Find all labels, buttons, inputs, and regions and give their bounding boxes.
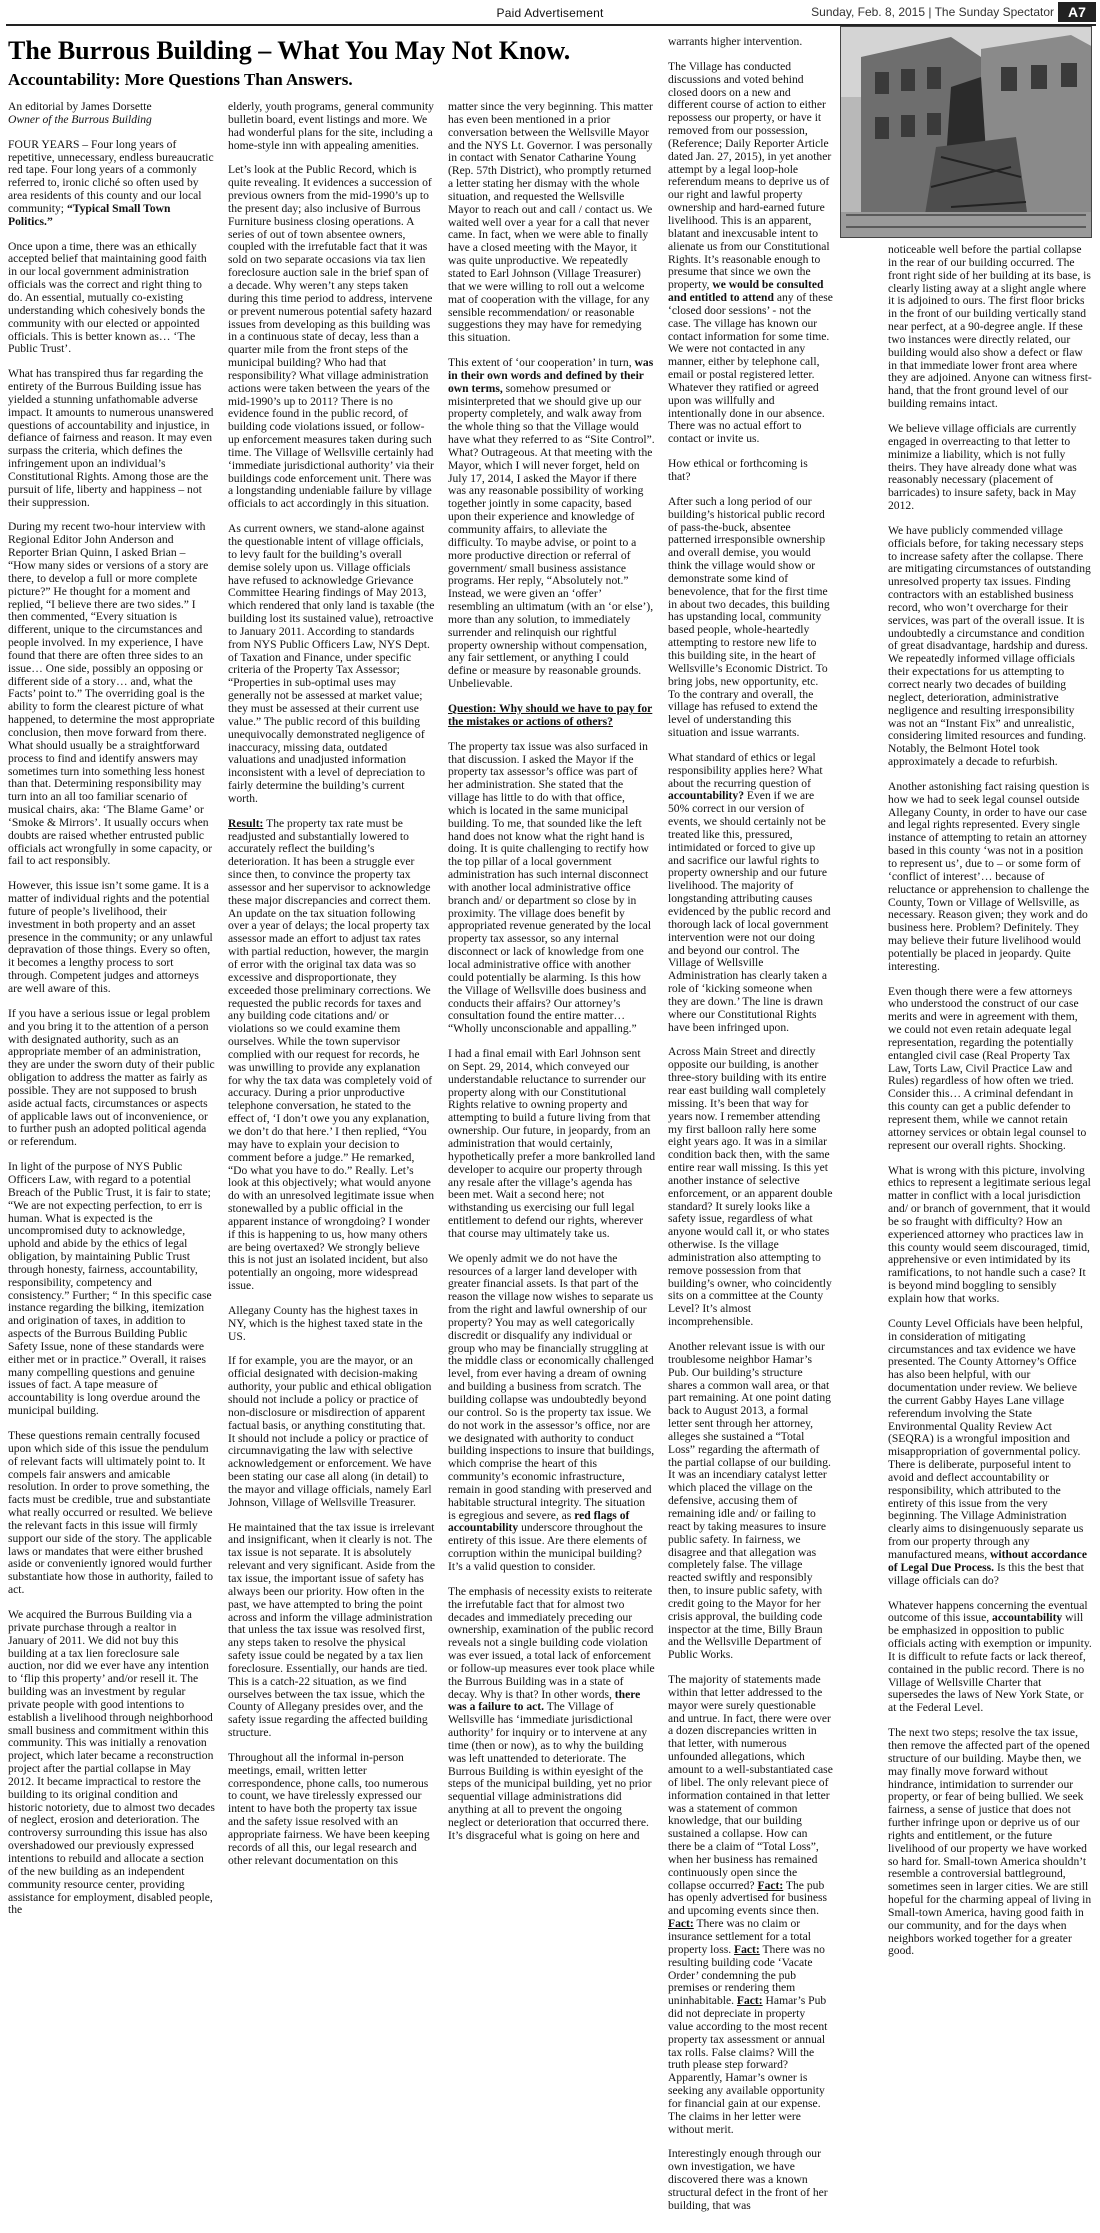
paragraph: Throughout all the informal in-person meetings, email, written letter correspondence, phone calls, too numerous to count, we have tirelessly expressed our intent to have both the property tax issue and the safety issue resolved with an appropriate fairness. We have been keeping records of all this, our legal research and other relevant documentation on this — [228, 1750, 430, 1867]
paragraph: Interestingly enough through our own investigation, we have discovered there was a known structural defect in the front of her building, that was — [668, 2147, 828, 2212]
paragraph: Another relevant issue is with our troublesome neighbor Hamar’s Pub. Our building’s structure shares a common wall area, or that part remaining. At one point dating back to August 2013, a formal letter sent through her attorney, alleges she sustained a “Total Loss” regarding the aftermath of the partial collapse of our building. It was an incendiary catalyst letter which placed the village on the defensive, accusing them of remaining idle and/ or failing to react by taking measures to insure public safety. In fairness, we disagree and that allegation was completely false. The village reacted swiftly and responsibly then, to insure public safety, with credit going to the Mayor for her crisis approval, the building code inspector at the time, Billy Braun and the Wellsville Department of Public Works. — [668, 1340, 831, 1662]
byline-author: An editorial by James Dorsette — [8, 101, 152, 113]
paragraph: However, this issue isn’t some game. It is a matter of individual rights and the potential future of people’s livelihood, their investment in both property and an asset presence in the community; or any unlawful depravation of those things. Every so often, it becomes a lengthy process to sort through. Competent judges and attorneys are well aware of this. — [8, 879, 213, 995]
issue-date: Sunday, Feb. 8, 2015 | The Sunday Spectator — [811, 5, 1054, 19]
paragraph: I had a final email with Earl Johnson sent on Sept. 29, 2014, which conveyed our understandable reluctance to surrender our property along with our Constitutional Rights relative to owning property and attempting to build a future living from that ownership. Our future, in jeopardy, from an administration that would certainly, hypothetically prefer a more bankrolled land developer to acquire our property through any resale after the village’s agenda has been met. Wait a second here; not withstanding us exercising our full legal entitlement to defend our rights, wherever that course may ultimately take us. — [448, 1047, 655, 1240]
paragraph: This extent of ‘our cooperation’ in turn, was in their own words and defined by their own terms, somehow presumed or misinterpreted that we should give up our property completely, and walk away from the whole thing so that the Village would have what they referred to as “Site Control”. What? Outrageous. At that meeting with the Mayor, which I will never forget, held on July 17, 2014, I asked the Mayor if there was any reasonable possibility of working together jointly in some capacity, based upon their experience and knowledge of community affairs, to alleviate the difficulty. To maybe advise, or point to a more productive direction or referral of government/ small business assistance programs. Her reply, “Absolutely not.” Instead, we were given an ‘offer’ resembling an ultimatum (with an ‘or else’), more than any solution, to immediately surrender and relinquish our rightful property ownership without compensation, any fair settlement, or anything I could define or measure by reasonable grounds. Unbelievable. — [448, 356, 655, 691]
subheadline: Accountability: More Questions Than Answers. — [8, 70, 353, 89]
paragraph: What has transpired thus far regarding the entirety of the Burrous Building issue has yielded a stunning unfathomable adverse impact. It amounts to numerous unanswered questions of accountability and injustice, in defiance of fairness and reason. It may even surpass the criteria, which defines the infringement upon an individual’s Constitutional Rights. Among those are the pursuit of life, liberty and happiness – not their suppression. — [8, 367, 214, 509]
paragraph: FOUR YEARS – Four long years of repetitive, unnecessary, endless bureaucratic red tape. Four long years of a commonly referred to, ironic cliché so often used by area residents of this county and our local community; “Typical Small Town Politics.” — [8, 137, 214, 228]
page-header — [0, 0, 1100, 28]
paragraph: Result: The property tax rate must be readjusted and substantially lowered to accurately reflect the building’s deterioration. It has been a struggle ever since then, to convince the property tax assessor and her supervisor to acknowledge these major discrepancies and correct them. An update on the tax situation following over a year of delays; the local property tax assessor made an effort to adjust tax rates with partial reduction, however, the margin of error with the original tax data was so excessive and disproportionate, they exceeded those preliminary corrections. We requested the public records for taxes and any building code citations and/ or violations so we could examine them ourselves. While the town supervisor complied with our request for records, he was unwilling to provide any explanation for why the tax data was completely void of accuracy. During a prior unproductive telephone conversation, he stated to the effect of, ‘I don’t owe you any explanation, we don’t do that here.’ I then replied, “You may have to explain your decision to comment before a judge.” He remarked, “Do what you have to do.” Really. Let’s look at this objectively; what would anyone do with an unresolved legitimate issue when stonewalled by a public official in the apparent instance of wrongdoing? I wonder if this is happening to us, how many others are being overtaxed? We strongly believe this is not just an isolated incident, but also potentially an ongoing, more widespread issue. — [228, 816, 435, 1293]
paragraph: How ethical or forthcoming is that? — [668, 457, 808, 483]
paragraph: We openly admit we do not have the resources of a larger land developer with greater financial assets. Is that part of the reason the village now wishes to separate us from the right and lawful ownership of our property? You may as well categorically discredit or disqualify any individual or group who may be financially struggling at the middle class or economically challenged level, from ever having a dream of owning and building a business from scratch. The building collapse was undoubtedly beyond our control. So is the property tax issue. We do not work in the assessor’s office, nor are we designated with authority to conduct building inspections to insure that buildings, which comprise the heart of this community’s economic infrastructure, remain in good standing with preserved and habitable structural integrity. The situation is egregious and severe, as red flags of accountability underscore throughout the entirety of this issue. Are there elements of corruption within the municipal building? It’s a valid question to consider. — [448, 1251, 655, 1573]
paragraph: Let’s look at the Public Record, which is quite revealing. It evidences a succession of previous owners from the mid-1990’s up to the present day; also inclusive of Burrous Furniture business closing operations. A series of out of town absentee owners, coupled with the irrefutable fact that it was sold on two separate occasions via tax lien foreclosure auction sale in the brief span of a decade. Why weren’t any steps taken during this time period to address, intervene or prevent numerous potential safety hazard issues from developing as this building was in a continuous state of decay, less than a quarter mile from the front steps of the municipal building? Who had that responsibility? What village administration actions were taken between the years of the mid-1990’s up to 2011? There is no evidence found in the public record, of building code violations issued, or follow-up enforcement measures taken during such time. The Village of Wellsville certainly had ‘immediate jurisdictional authority’ via their buildings code enforcement unit. There was a longstanding undeniable failure by village officials to act accordingly in this situation. — [228, 163, 434, 511]
paragraph: As current owners, we stand-alone against the questionable intent of village officials, to levy fault for the building’s overall demise solely upon us. Village officials have refused to acknowledge Grievance Committee Hearing findings of May 2013, which rendered that only land is taxable (the building lost its sustained value), retroactive to January 2011. According to standards from NYS Public Officers Law, NYS Dept. of Taxation and Finance, under specific criteria of the Property Tax Assessor; “Properties in sub-optimal uses may generally not be assessed at market value; they must be assessed at their current use value.” The public record of this building unequivocally demonstrated negligence of inaccuracy, missing data, outdated valuations and unadjusted information inconsistent with a level of depreciation to fairly determine the building’s current worth. — [228, 522, 435, 805]
paragraph: Across Main Street and directly opposite our building, is another three-story building with its entire rear east building wall completely missing. It’s been that way for years now. I remember attending my first balloon rally here some eight years ago. It was in a similar condition back then, with the same entire rear wall missing. Is this yet another instance of selective enforcement, or an apparent double standard? It surely looks like a safety issue, regardless of what anyone would call it, or who states otherwise. Is the village administration also attempting to remove possession from that building’s owner, who coincidently sits on a committee at the County Level? It’s almost incomprehensible. — [668, 1045, 833, 1329]
article-column-5 — [888, 244, 1092, 2226]
paragraph: We have publicly commended village officials before, for taking necessary steps to increase safety after the collapse. There are mitigating circumstances of outstanding unresolved property tax issues. Finding contractors with an established business record, who won’t overcharge for their services, was part of the overall issue. It is undoubtedly a circumstance and condition of great disadvantage, hardship and duress. We repeatedly informed village officials their expectations for us attempting to correct nearly two decades of building neglect, deterioration, administrative negligence and resulting irresponsibility was not an “Instant Fix” and unrealistic, considering limited resources and funding. Notably, the Belmont Hotel took approximately a decade to refurbish. — [888, 523, 1091, 769]
paragraph: matter since the very beginning. This matter has even been mentioned in a prior conversation between the Wellsville Mayor and the NYS Lt. Governor. I was personally in contact with Senator Catharine Young (Rep. 57th District), who promptly returned a letter stating her dismay with the whole situation, and requested the Wellsville Mayor to reach out and call / contact us. We waited well over a year for a call that never came. In fact, when we were able to finally have a closed meeting with the Mayor, it was quite unproductive. We repeatedly stated to Earl Johnson (Village Treasurer) that we were willing to roll out a welcome mat of cooperation with the village, for any sensible recommendation/ or reasonable suggestions they may have for remedying this situation. — [448, 101, 653, 345]
paragraph: The property tax issue was also surfaced in that discussion. I asked the Mayor if the property tax assessor’s office was part of her administration. She stated that the village has little to do with that office, which is located in the same municipal building. To me, that sounded like the left hand does not know what the right hand is doing. It is quite challenging to rectify how the top pillar of a local government administration has such internal disconnect with another local administrative office branch and/ or department so close by in proximity. The village does benefit by appropriated revenue generated by the local property tax assessor, so any internal disconnect or lack of knowledge from one local administrative office with another could potentially be alarming. Is this how the Village of Wellsville does business and conducts their affairs? Our attorney’s consultation found the entire matter… “Wholly unconscionable and appalling.” — [448, 739, 652, 1036]
paragraph: After such a long period of our building’s historical public record of pass-the-buck, absentee patterned irresponsible ownership and overall demise, you would think the village would show or demonstrate some kind of benevolence, that for the first time in about two decades, this building has upstanding local, community based people, whole-heartedly attempting to restore new life to this building site, in the heart of Wellsville’s Economic District. To bring jobs, new opportunity, etc. To the contrary and overall, the village has refused to extend the level of understanding this situation and issue warrants. — [668, 494, 830, 740]
paragraph: What standard of ethics or legal responsibility applies here? What about the recurring question of accountability? Even if we are 50% correct in our version of events, we should certainly not be treated like this, pressured, intimidated or forced to give up and sacrifice our lawful rights to property ownership and our future livelihood. The majority of longstanding attributing causes evidenced by the public record and thorough lack of local government intervention were not our doing and beyond our control. The Village of Wellsville Administration has clearly taken a role of ‘kicking someone when they are down.’ The line is drawn where our Constitutional Rights have been infringed upon. — [668, 750, 831, 1034]
paragraph: The emphasis of necessity exists to reiterate the irrefutable fact that for almost two decades and immediately preceding our ownership, examination of the public record reveals not a single building code violation was ever issued, a total lack of enforcement or follow-up measures ever took place while the Burrous Building was in a state of decay. Why is that? In other words, there was a failure to act. The Village of Wellsville has ‘immediate jurisdictional authority’ for inquiry or to intervene at any time (then or now), as to why the building was left unattended to deteriorate. The Burrous Building is within eyesight of the steps of the municipal building, yet no prior sequential village administrations did anything at all to prevent the ongoing neglect or deterioration that occurred there. It’s disgraceful what is going on here and — [448, 1584, 655, 1842]
paragraph: Once upon a time, there was an ethically accepted belief that maintaining good faith in our local government administration officials was the correct and right thing to do. An essential, mutually co-existing understanding which cohesively bonds the community with our elected or appointed officials. This is better known as… ‘The Public Trust’. — [8, 239, 207, 356]
byline-title: Owner of the Burrous Building — [8, 112, 152, 126]
paragraph: In light of the purpose of NYS Public Officers Law, with regard to a potential Breach of the Public Trust, it is fair to state; “We are not expecting perfection, to err is human. What is expected is the uncompromised duty to acknowledge, uphold and abide by the ethics of legal obligation, by maintaining Public Trust through honesty, fairness, accountability, responsibility, competency and consistency.” Further; “ In this specific case instance regarding the bilking, itemization and origination of taxes, in addition to aspects of the Burrous Building Public Safety Issue, none of these standards were either met or in practice.” Overall, it raises many compelling questions and genuine issues of fact. A tape measure of accountability is long overdue around the municipal building. — [8, 1160, 212, 1418]
paragraph: He maintained that the tax issue is irrelevant and insignificant, when it clearly is not. The tax issue is not separate. It is absolutely relevant and very significant. Aside from the tax issue, the important issue of safety has always been our priority. How often in the past, we have attempted to bring the point across and inform the village administration that unless the tax issue was resolved first, any steps taken to resolve the physical safety issue could be negated by a tax lien foreclosure. Essentially, our hands are tied. This is a catch-22 situation, as we find ourselves between the tax issue, which the County of Allegany presides over, and the safety issue regarding the affected building structure. — [228, 1520, 435, 1740]
question-heading: Question: Why should we have to pay for the mistakes or actions of others? — [448, 701, 653, 728]
paid-advertisement-label: Paid Advertisement — [496, 6, 604, 20]
paragraph: We believe village officials are currently engaged in overreacting to that letter to minimize a liability, which is not fully theirs. They have already done what was reasonably necessary (placement of barricades) to insure safety, back in May 2012. — [888, 421, 1077, 513]
paragraph: Whatever happens concerning the eventual outcome of this issue, accountability will be emphasized in opposition to public officials acting with exemption or impunity. It is difficult to refute facts or lack thereof, contained in the public record. There is no Village of Wellsville Charter that supersedes the laws of New York State, or at the Federal Level. — [888, 1598, 1092, 1715]
article-column-1 — [8, 101, 215, 2226]
headline: The Burrous Building – What You May Not Know. — [8, 36, 571, 65]
paragraph: The majority of statements made within that letter addressed to the mayor were surely questionable and untrue. In fact, there were over a dozen discrepancies written in that letter, with numerous unfounded allegations, which amount to a well-substantiated case of libel. The only relevant piece of information contained in that letter was a statement of common knowledge, that our building sustained a collapse. How can there be a claim of “Total Loss”, when her business has remained continuously open since the collapse occurred? Fact: The pub has openly advertised for business and upcoming events since then. Fact: There was no claim or insurance settlement for a total property loss. Fact: There was no resulting building code ‘Vacate Order’ condemning the pub premises or rendering them uninhabitable. Fact: Hamar’s Pub did not depreciate in property value according to the most recent property tax assessment or annual tax rolls. False claims? Will the truth please step forward? Apparently, Hamar’s owner is seeking any available opportunity for financial gain at our expense. The claims in her letter were without merit. — [668, 1673, 833, 2136]
paragraph: noticeable well before the partial collapse in the rear of our building occurred. The front right side of her building at its base, is clearly listing away at a slight angle where it is adjoined to ours. The first floor bricks in the front of our building vertically stand near perfect, at a 90-degree angle. If these two instances were directly related, our building would also show a defect or flaw in that immediate lower front area where they are adjoined. Anyone can witness first-hand, that the front ground level of our building remains intact. — [888, 244, 1092, 411]
paragraph: If you have a serious issue or legal problem and you bring it to the attention of a person with designated authority, such as an appropriate member of an administration, they are under the sworn duty of their public obligation to address the matter as fairly as possible. They are not supposed to brush aside actual facts, circumstances or aspects of applicable laws out of inconvenience, or to further push an adopted political agenda or referendum. — [8, 1006, 215, 1149]
paragraph: County Level Officials have been helpful, in consideration of mitigating circumstances and tax evidence we have presented. The County Attorney’s Office has also been helpful, with our documentation under review. We believe the current Gabby Hayes Lane village referendum involving the State Environmental Quality Review Act (SEQRA) is a wrongful imposition and misappropriation of governmental policy. There is deliberate, purposeful intent to avoid and deflect accountability or responsibility, which attributed to the entirety of this issue from the very beginning. The Village Administration clearly aims to disingenuously separate us from our property through any manufactured means, without accordance of Legal Due Process. Is this the best that village officials can do? — [888, 1316, 1087, 1587]
paragraph: These questions remain centrally focused upon which side of this issue the pendulum of relevant facts will ultimately point to. It compels fair answers and amicable resolution. In order to prove something, the facts must be credible, true and substantiate what really occurred or resulted. We believe the relevant facts in this issue will firmly support our side of the story. The applicable laws or mandates that were either brushed aside or conveniently ignored would further substantiate how those in authority, failed to act. — [8, 1429, 213, 1597]
article-column-2 — [228, 101, 435, 2226]
article-column-3 — [448, 101, 655, 2226]
paragraph: elderly, youth programs, general community bulletin board, event listings and more. We had wonderful plans for the site, including a home-style inn with appealing amenities. — [228, 101, 434, 152]
paragraph: Another astonishing fact raising question is how we had to seek legal counsel outside Allegany County, in order to have our case and legal rights represented. Every single instance of attempting to retain an attorney based in this county ‘was not in a position to represent us’, due to – or some form of ‘conflict of interest’… because of reluctance or apprehension to challenge the County, Town or Village of Wellsville, as necessary. Reason given; they work and do business here. Problem? Definitely. They may believe their future livelihood would potentially be placed in jeopardy. Quite interesting. — [888, 779, 1090, 973]
byline — [8, 101, 215, 127]
paragraph: The Village has conducted discussions and voted behind closed doors on a new and different course of action to either repossess our property, or have it removed from our possession, (Reference; Daily Reporter Article dated Jan. 27, 2015), in yet another attempt by a legal loop-hole referendum means to deprive us of our right and lawful property ownership and hard-earned future livelihood. This is an apparent, blatant and inexcusable intent to alienate us from our Constitutional Rights. It’s reasonable enough to presume that since we own the property, we would be consulted and entitled to attend any of these ‘closed door sessions’ - not the case. The village has known our contact information for some time. We were not contacted in any manner, either by telephone call, email or postal registered letter. Whatever they ratified or agreed upon was willfully and intentionally done in our absence. There was no actual effort to contact or invite us. — [668, 59, 833, 446]
paragraph: What is wrong with this picture, involving ethics to represent a legitimate serious legal matter in conflict with a local jurisdiction and/ or branch of government, that it would be so fraught with difficulty? How an experienced attorney who practices law in this county would seem discouraged, timid, apprehensive or even intimidated by its ramifications, to not handle such a case? It is beyond mind boggling to sensibly explain how that works. — [888, 1163, 1091, 1305]
paragraph: The next two steps; resolve the tax issue, then remove the affected part of the opened structure of our building. Maybe then, we may finally move forward without hindrance, intimidation to surrender our property, or fear of being bullied. We seek fairness, a sense of justice that does not further infringe upon or deprive us of our rights and entitlement, or the future livelihood of our property we have worked so hard for. Small-town America shouldn’t resemble a controversial battleground, sometimes seen in larger cities. We are still hopeful for the charming appeal of living in Small-town America, having good faith in our community, and for the days when neighbors worked together for a greater good. — [888, 1726, 1092, 1958]
paragraph: Allegany County has the highest taxes in NY, which is the highest taxed state in the US. — [228, 1303, 423, 1343]
building-photo — [840, 26, 1092, 238]
paragraph: warrants higher intervention. — [668, 36, 803, 48]
article-column-4 — [668, 36, 833, 2226]
page-number: A7 — [1058, 2, 1096, 22]
paragraph: During my recent two-hour interview with Regional Editor John Anderson and Reporter Brian Quinn, I asked Brian – “How many sides or versions of a story are there, to develop a full or more complete picture?” He thought for a moment and replied, “I believe there are two sides.” I then commented, “Every situation is different, unique to the circumstances and people involved. In my experience, I have found that there are often three sides to an issue… One side, possibly an opposing or different side of a story… and, what the Facts’ point to.” The overriding goal is the ability to form the clearest picture of what happened, to determine the most appropriate conclusion, then move forward from there. What should usually be a straightforward process to find and identify answers may sometimes turn into something less honest than that. Determining responsibility may turn into an all too familiar scenario of musical chairs, aka: ‘The Blame Game’ or ‘Smoke & Mirrors’. It usually occurs when doubts are raised whether entrusted public officials act wrongfully in some capacity, or fail to act responsibly. — [8, 520, 215, 868]
paragraph: If for example, you are the mayor, or an official designated with decision-making authority, your public and ethical obligation should not include a policy or practice of non-disclosure or misdirection of apparent factual basis, or anything constituting that. It should not include a policy or practice of circumnavigating the law with selective acknowledgement or enforcement. We have been stating our case all along (in detail) to the mayor and village officials, namely Earl Johnson, Village of Wellsville Treasurer. — [228, 1354, 432, 1509]
paragraph: Even though there were a few attorneys who understood the construct of our case merits and were in agreement with them, we could not even retain adequate legal representation, regarding the potentially entangled civil case (Real Property Tax Law, Torts Law, Civil Practice Law and Rules) regardless of how often we tried. Consider this… A criminal defendant in this county can get a public defender to represent them, while we cannot retain attorney services or obtain legal counsel to represent our overall rights. Shocking. — [888, 984, 1087, 1152]
paragraph: We acquired the Burrous Building via a private purchase through a realtor in January of 2011. We did not buy this building at a tax lien foreclosure sale auction, nor did we ever have any intention to ‘flip this property’ and/or resell it. The building was an investment by regular private people with good intentions to establish a livelihood through neighborhood small business and commitment within this community. This was initially a renovation project, which later became a reconstruction project after the partial collapse in May 2012. It became impractical to restore the building to its original condition and historic notoriety, due to almost two decades of neglect, erosion and deterioration. The controversy surrounding this issue has also overshadowed our previously expressed intentions to rebuild and allocate a section of the new building as an independent community resource center, providing assistance for employment, disabled people, the — [8, 1607, 215, 1917]
